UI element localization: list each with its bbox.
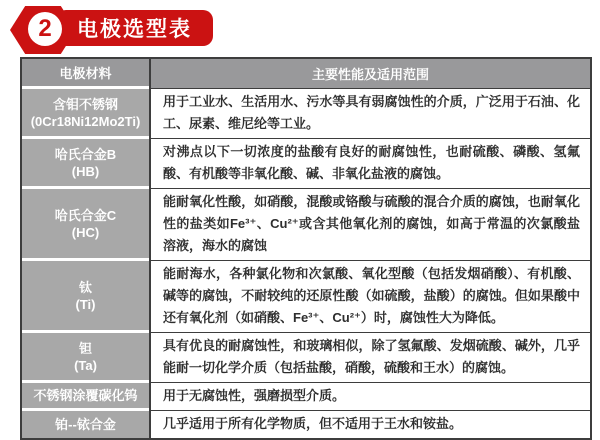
material-line: (Ti) xyxy=(75,296,96,312)
table-row xyxy=(22,411,590,438)
description-cell: 用于工业水、生活用水、污水等具有弱腐蚀性的介质，广泛用于石油、化工、尿素、维尼纶等工业。 xyxy=(149,89,590,139)
material-cell xyxy=(22,89,149,139)
description-cell: 具有优良的耐腐蚀性，和玻璃相似，除了氢氟酸、发烟硫酸、碱外，几乎能耐一切化学介质（包括盐酸，硝酸，硫酸和王水）的腐蚀。 xyxy=(149,333,590,383)
description-cell: 能耐氧化性酸，如硝酸，混酸或铬酸与硫酸的混合介质的腐蚀，也耐氧化性的盐类如Fe³⁺、Cu²⁺或含其他氧化剂的腐蚀，如高于常温的次氯酸盐溶液，海水的腐蚀 xyxy=(149,189,590,261)
table-row xyxy=(22,383,590,411)
number-badge xyxy=(10,6,76,54)
column-header-material: 电极材料 xyxy=(22,59,149,89)
material-line: 哈氏合金B xyxy=(54,146,117,162)
page-header xyxy=(0,0,600,57)
column-header-performance: 主要性能及适用范围 xyxy=(149,59,590,89)
material-line: 不锈钢涂覆碳化钨 xyxy=(33,388,138,403)
material-line: 钽 xyxy=(78,340,92,356)
material-line: (HC) xyxy=(71,224,100,240)
title-banner xyxy=(56,10,213,46)
material-line: (Ta) xyxy=(74,357,97,373)
material-cell xyxy=(22,139,149,189)
material-line: (HB) xyxy=(71,163,100,179)
electrode-selection-table xyxy=(20,57,592,440)
table-row xyxy=(22,89,590,139)
material-line: 哈氏合金C xyxy=(54,207,117,223)
material-cell xyxy=(22,333,149,383)
material-cell xyxy=(22,411,149,438)
table-row xyxy=(22,333,590,383)
table-row xyxy=(22,261,590,333)
material-line: 钛 xyxy=(78,279,92,295)
table-row xyxy=(22,139,590,189)
material-line: (0Cr18Ni12Mo2Ti) xyxy=(30,113,141,129)
description-cell: 能耐海水，各种氯化物和次氯酸、氧化型酸（包括发烟硝酸）、有机酸、碱等的腐蚀，不耐较纯的还原性酸（如硫酸，盐酸）的腐蚀。但如果酸中还有氧化剂（如硝酸、Fe³⁺、Cu²⁺）时，腐蚀性大为降低。 xyxy=(149,261,590,333)
page-title: 电极选型表 xyxy=(77,18,192,41)
description-cell: 对沸点以下一切浓度的盐酸有良好的耐腐蚀性，也耐硫酸、磷酸、氢氟酸、有机酸等非氧化酸、碱、非氧化盐液的腐蚀。 xyxy=(149,139,590,189)
description-cell: 几乎适用于所有化学物质，但不适用于王水和铵盐。 xyxy=(149,411,590,438)
description-cell: 用于无腐蚀性，强磨损型介质。 xyxy=(149,383,590,411)
table-row xyxy=(22,189,590,261)
material-cell xyxy=(22,189,149,261)
table-header-row xyxy=(22,59,590,89)
material-cell xyxy=(22,261,149,333)
badge-number: 2 xyxy=(38,15,52,42)
material-cell xyxy=(22,383,149,411)
badge-circle xyxy=(28,12,62,46)
material-line: 含钼不锈钢 xyxy=(52,96,118,112)
material-line: 铂--铱合金 xyxy=(55,417,116,432)
table-body xyxy=(22,89,590,438)
